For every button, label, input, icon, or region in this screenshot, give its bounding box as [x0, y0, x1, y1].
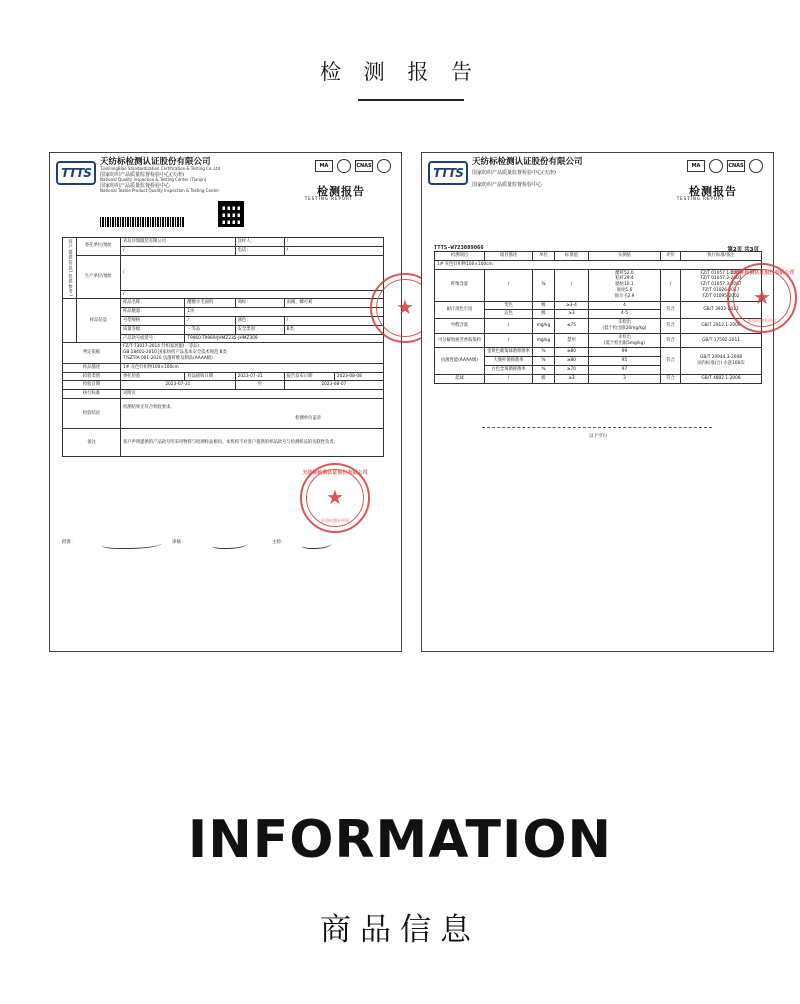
contact-label: 送样人：: [235, 238, 284, 247]
std: ≥3-4: [555, 301, 589, 310]
producer-label: 生产单位/地址: [77, 255, 121, 299]
value: 95: [589, 357, 661, 366]
blank-below-note: 以下空白: [589, 434, 607, 439]
brand-label: 商标：: [235, 299, 284, 308]
standard: GB/T 4802.1-2008: [681, 374, 762, 383]
star-icon: ★: [326, 487, 344, 509]
section-title: 检 测 报 告: [319, 60, 481, 84]
std: ≥80: [555, 357, 589, 366]
reviewer-signature: [212, 539, 248, 549]
test-date-sep: 至: [235, 381, 284, 390]
value: 4-5: [589, 310, 661, 319]
information-heading: INFORMATION: [187, 810, 613, 870]
center-name: 国家纺织产品质量监督检验中心(天津): [472, 170, 556, 176]
receive-label: 样品接收日期: [185, 372, 235, 381]
sample-qty-label: 样品数量：: [121, 308, 185, 317]
model-value: /: [185, 316, 235, 325]
unit: %: [533, 357, 555, 366]
value-line: 腈纶10.1: [615, 282, 634, 288]
exec-value: 见附页: [121, 390, 384, 399]
report-number: TTTS-W723089066: [434, 245, 484, 251]
desc-label: 样品描述: [63, 363, 121, 372]
col-header: 执行标准/备注: [681, 252, 762, 261]
unit: %: [533, 269, 555, 301]
col-header: 评价: [661, 252, 681, 261]
receive-date: 2023-07-31: [235, 372, 284, 381]
cert-icons: [687, 159, 763, 173]
model-label: 号型规格：: [121, 316, 185, 325]
desc: /: [485, 269, 533, 301]
ilac-icon: [749, 159, 763, 173]
report-page-2: [421, 152, 795, 652]
table-row: [435, 301, 762, 310]
center2-name: 国家纺织产品质量监督检验中心: [100, 183, 171, 189]
report-title-en: TESTING REPORT: [676, 196, 725, 201]
standard-line: GB/T 20944.3-2008: [700, 355, 742, 361]
stamp-sub-text: 检验检测专用章: [748, 318, 776, 323]
cnas-icon: CNAS: [727, 160, 745, 172]
sample-name-label: 样品名称：: [121, 299, 185, 308]
basis-line: T/SZTIA 001-2020 抗菌纤维及制品(AAAA级): [123, 355, 213, 361]
desc: 金黄色葡萄球菌抑菌率: [485, 348, 533, 357]
remark-value: 客户声明提供的产品款号所采用物料与检测样品相同。本机构不对客户提供的样品款号与检测样品的关联性负责。: [121, 428, 384, 456]
org-name: 天纺标检测认证股份有限公司: [100, 157, 211, 167]
title-underline: [358, 99, 464, 101]
sample-name: 醋酸羊毛面料: [185, 299, 235, 308]
table-row: [435, 374, 762, 383]
divider: [482, 427, 712, 428]
desc: /: [485, 319, 533, 334]
center-name: 国家纺织产品质量监督检验中心(天津): [100, 172, 184, 178]
cnas-icon: CNAS: [355, 160, 373, 172]
report-page-1: [49, 152, 414, 652]
eval: 符合: [661, 348, 681, 374]
stamp-text: 天纺标检测认证股份有限公司: [729, 270, 795, 276]
reviewer-label: 审核：: [172, 540, 186, 545]
remark-label: 备注: [63, 428, 121, 456]
producer-value: /: [121, 255, 384, 290]
color-value: /: [284, 316, 383, 325]
standard-line: FZ/T 01095-2002: [702, 293, 740, 299]
standard: GB/T 3922-2013: [681, 301, 762, 319]
col-header: 项目描述: [485, 252, 533, 261]
value-line: 锦羊毛2.9: [614, 293, 635, 299]
cma-icon: MA: [687, 160, 705, 172]
value: [589, 319, 661, 334]
value: [589, 269, 661, 301]
table-row: [435, 348, 762, 357]
brand-value: 雨溪、娜可莉: [284, 299, 383, 308]
stamp-text: 天纺标检测认证股份有限公司: [302, 470, 368, 476]
standard: GB/T 2912.1-2009: [681, 319, 762, 334]
std: 禁用: [555, 333, 589, 348]
value: [589, 333, 661, 348]
basis-label: 判定依据: [63, 343, 121, 363]
client-label: 委托单位/地址: [77, 238, 121, 256]
test-results-table: [434, 251, 762, 384]
table-row: [435, 333, 762, 348]
col-header: 实测值: [589, 252, 661, 261]
signature-row: [62, 539, 392, 559]
item: 耐汗渍色牢度: [435, 301, 485, 319]
desc-value: 1# 灰色针织物100×100cm: [121, 363, 384, 372]
page-number: 第2页 共3页: [727, 247, 759, 253]
center2-name-en: National Textile Product Quality Inspection & Testing Center: [100, 188, 220, 193]
contact-value: /: [284, 238, 383, 247]
value-line: 氨纶5.6: [616, 287, 633, 293]
desc: /: [485, 333, 533, 348]
unit: 级: [533, 374, 555, 383]
seal-icon: [337, 159, 351, 173]
producer-address: /: [121, 290, 384, 299]
approver-label: 批准：: [62, 540, 76, 545]
col-header: 单位: [533, 252, 555, 261]
sample-qty: 1块: [185, 308, 384, 317]
report-title: 检测报告: [689, 185, 737, 198]
cma-icon: MA: [315, 160, 333, 172]
issue-label: 报告发布日期: [284, 372, 334, 381]
ttts-logo: TTTS: [56, 161, 96, 185]
value: 97: [589, 365, 661, 374]
std: ≥3: [555, 310, 589, 319]
unit: %: [533, 365, 555, 374]
std: /: [555, 269, 589, 301]
unit: mg/kg: [533, 333, 555, 348]
test-type: 委托检验: [121, 372, 185, 381]
test-date-label: 检验日期: [63, 381, 121, 390]
center-name-en: National Quality Inspection & Testing Center (Tianjin): [100, 177, 207, 182]
value-line: 未检出: [618, 334, 631, 340]
client-value: 青岛洋瑞服装有限公司: [121, 238, 236, 247]
item: 可分解致癌芳香胺染料: [435, 333, 485, 348]
desc: 变色: [485, 301, 533, 310]
client-address: /: [121, 246, 236, 255]
ilac-icon: [377, 159, 391, 173]
sample-row: 1# 灰色针织物100×100cm: [435, 260, 762, 269]
col-header: 标准值: [555, 252, 589, 261]
conclusion-stamp-label: 检测单位盖章: [295, 416, 321, 422]
tester-label: 主检：: [272, 540, 286, 545]
star-icon: ★: [396, 297, 414, 319]
stamp-sub-text: 检验检测专用章: [321, 518, 349, 523]
center2-name: 国家纺织产品质量监督检验中心: [472, 182, 543, 188]
standard-line: FZ/T 01026-2017: [702, 287, 740, 293]
client-info-side-label: 客户提供信息(仅供参考): [63, 238, 77, 299]
seal-icon: [709, 159, 723, 173]
col-header: 检测项目: [435, 252, 485, 261]
tester-signature: [302, 539, 332, 549]
product-no: T9960-T9969/JHMZ235-JHMZ309: [185, 334, 384, 343]
table-row: [435, 269, 762, 301]
unit: 级: [533, 310, 555, 319]
eval: 符合: [661, 374, 681, 383]
test-type-label: 检验类别: [63, 372, 121, 381]
color-label: 颜色：: [235, 316, 284, 325]
safety-value: B类: [284, 325, 383, 334]
qr-code-icon: [218, 201, 244, 227]
value-line: 未检出: [618, 320, 631, 326]
test-date-start: 2023-07-31: [121, 381, 236, 390]
barcode-icon: [100, 217, 184, 227]
item: 甲醛含量: [435, 319, 485, 334]
value: 3: [589, 374, 661, 383]
cert-icons: [315, 159, 391, 173]
eval: /: [661, 269, 681, 301]
safety-label: 安全类别：: [235, 325, 284, 334]
standard-line: 国内标准(合) 水洗100次: [697, 361, 745, 367]
phone-value: /: [284, 246, 383, 255]
ttts-logo: TTTS: [428, 161, 468, 185]
official-seal-stamp: [300, 463, 370, 533]
standard: GB/T 17592-2011: [681, 333, 762, 348]
table-row: [435, 319, 762, 334]
eval: 符合: [661, 301, 681, 319]
basis-line: FZ/T 73017-2014 针织家居服(一等品): [123, 344, 200, 350]
test-date-end: 2023-08-07: [284, 381, 383, 390]
value-line: 粘纤29.4: [615, 276, 634, 282]
eval: 符合: [661, 333, 681, 348]
item: 起球: [435, 374, 485, 383]
item: 抗菌性能(AAAA级): [435, 348, 485, 374]
org-name-en: TianFangBiao Standardization Certification & Testing Co.,Ltd: [100, 166, 221, 171]
org-name: 天纺标检测认证股份有限公司: [472, 157, 583, 167]
desc: 沾色: [485, 310, 533, 319]
value: 4: [589, 301, 661, 310]
value-line: (低于检出限5mg/kg): [603, 340, 646, 346]
std: ≥80: [555, 348, 589, 357]
value: 99: [589, 348, 661, 357]
desc: 白色念珠菌抑菌率: [485, 365, 533, 374]
exec-label: 执行标准: [63, 390, 121, 399]
star-icon: ★: [753, 287, 771, 309]
conclusion-value: [121, 398, 384, 428]
phone-label: 电话：: [235, 246, 284, 255]
basis-line: GB 18401-2010 国家纺织产品基本安全技术规范 B类: [123, 350, 227, 356]
sample-info-label: 样品信息: [77, 299, 121, 343]
edge-seal-stamp: [727, 263, 797, 333]
unit: 级: [533, 301, 555, 310]
grade-label: 质量等级：: [121, 325, 185, 334]
standard-line: FZ/T 01057.1-2007: [700, 270, 742, 276]
grade-value: 一等品: [185, 325, 235, 334]
conclusion-text: 检测结果正符合检验要求。: [123, 404, 175, 410]
report-title-en: TESTING REPORT: [304, 196, 353, 201]
standard-line: FZ/T 01057.2-2007: [700, 276, 742, 282]
standard: [681, 348, 762, 374]
product-no-label: 产品款号或货号：: [121, 334, 185, 343]
value-line: 醋纤52.0: [615, 270, 634, 276]
standard-line: FZ/T 01057.3-2007: [700, 282, 742, 288]
std: ≤75: [555, 319, 589, 334]
std: ≥3: [555, 374, 589, 383]
conclusion-label: 检验结论: [63, 398, 121, 428]
basis-value: [121, 343, 384, 363]
unit: %: [533, 348, 555, 357]
value-line: (低于检出限20mg/kg): [602, 325, 647, 331]
approver-signature: [102, 539, 162, 549]
eval: 符合: [661, 319, 681, 334]
item: 纤维含量: [435, 269, 485, 301]
std: ≥70: [555, 365, 589, 374]
report-info-table: [62, 237, 384, 457]
desc: 大肠杆菌抑菌率: [485, 357, 533, 366]
report-title: 检测报告: [317, 185, 365, 198]
unit: mg/kg: [533, 319, 555, 334]
issue-date: 2023-08-08: [334, 372, 383, 381]
desc: /: [485, 374, 533, 383]
product-info-subheading: 商品信息: [320, 912, 480, 948]
